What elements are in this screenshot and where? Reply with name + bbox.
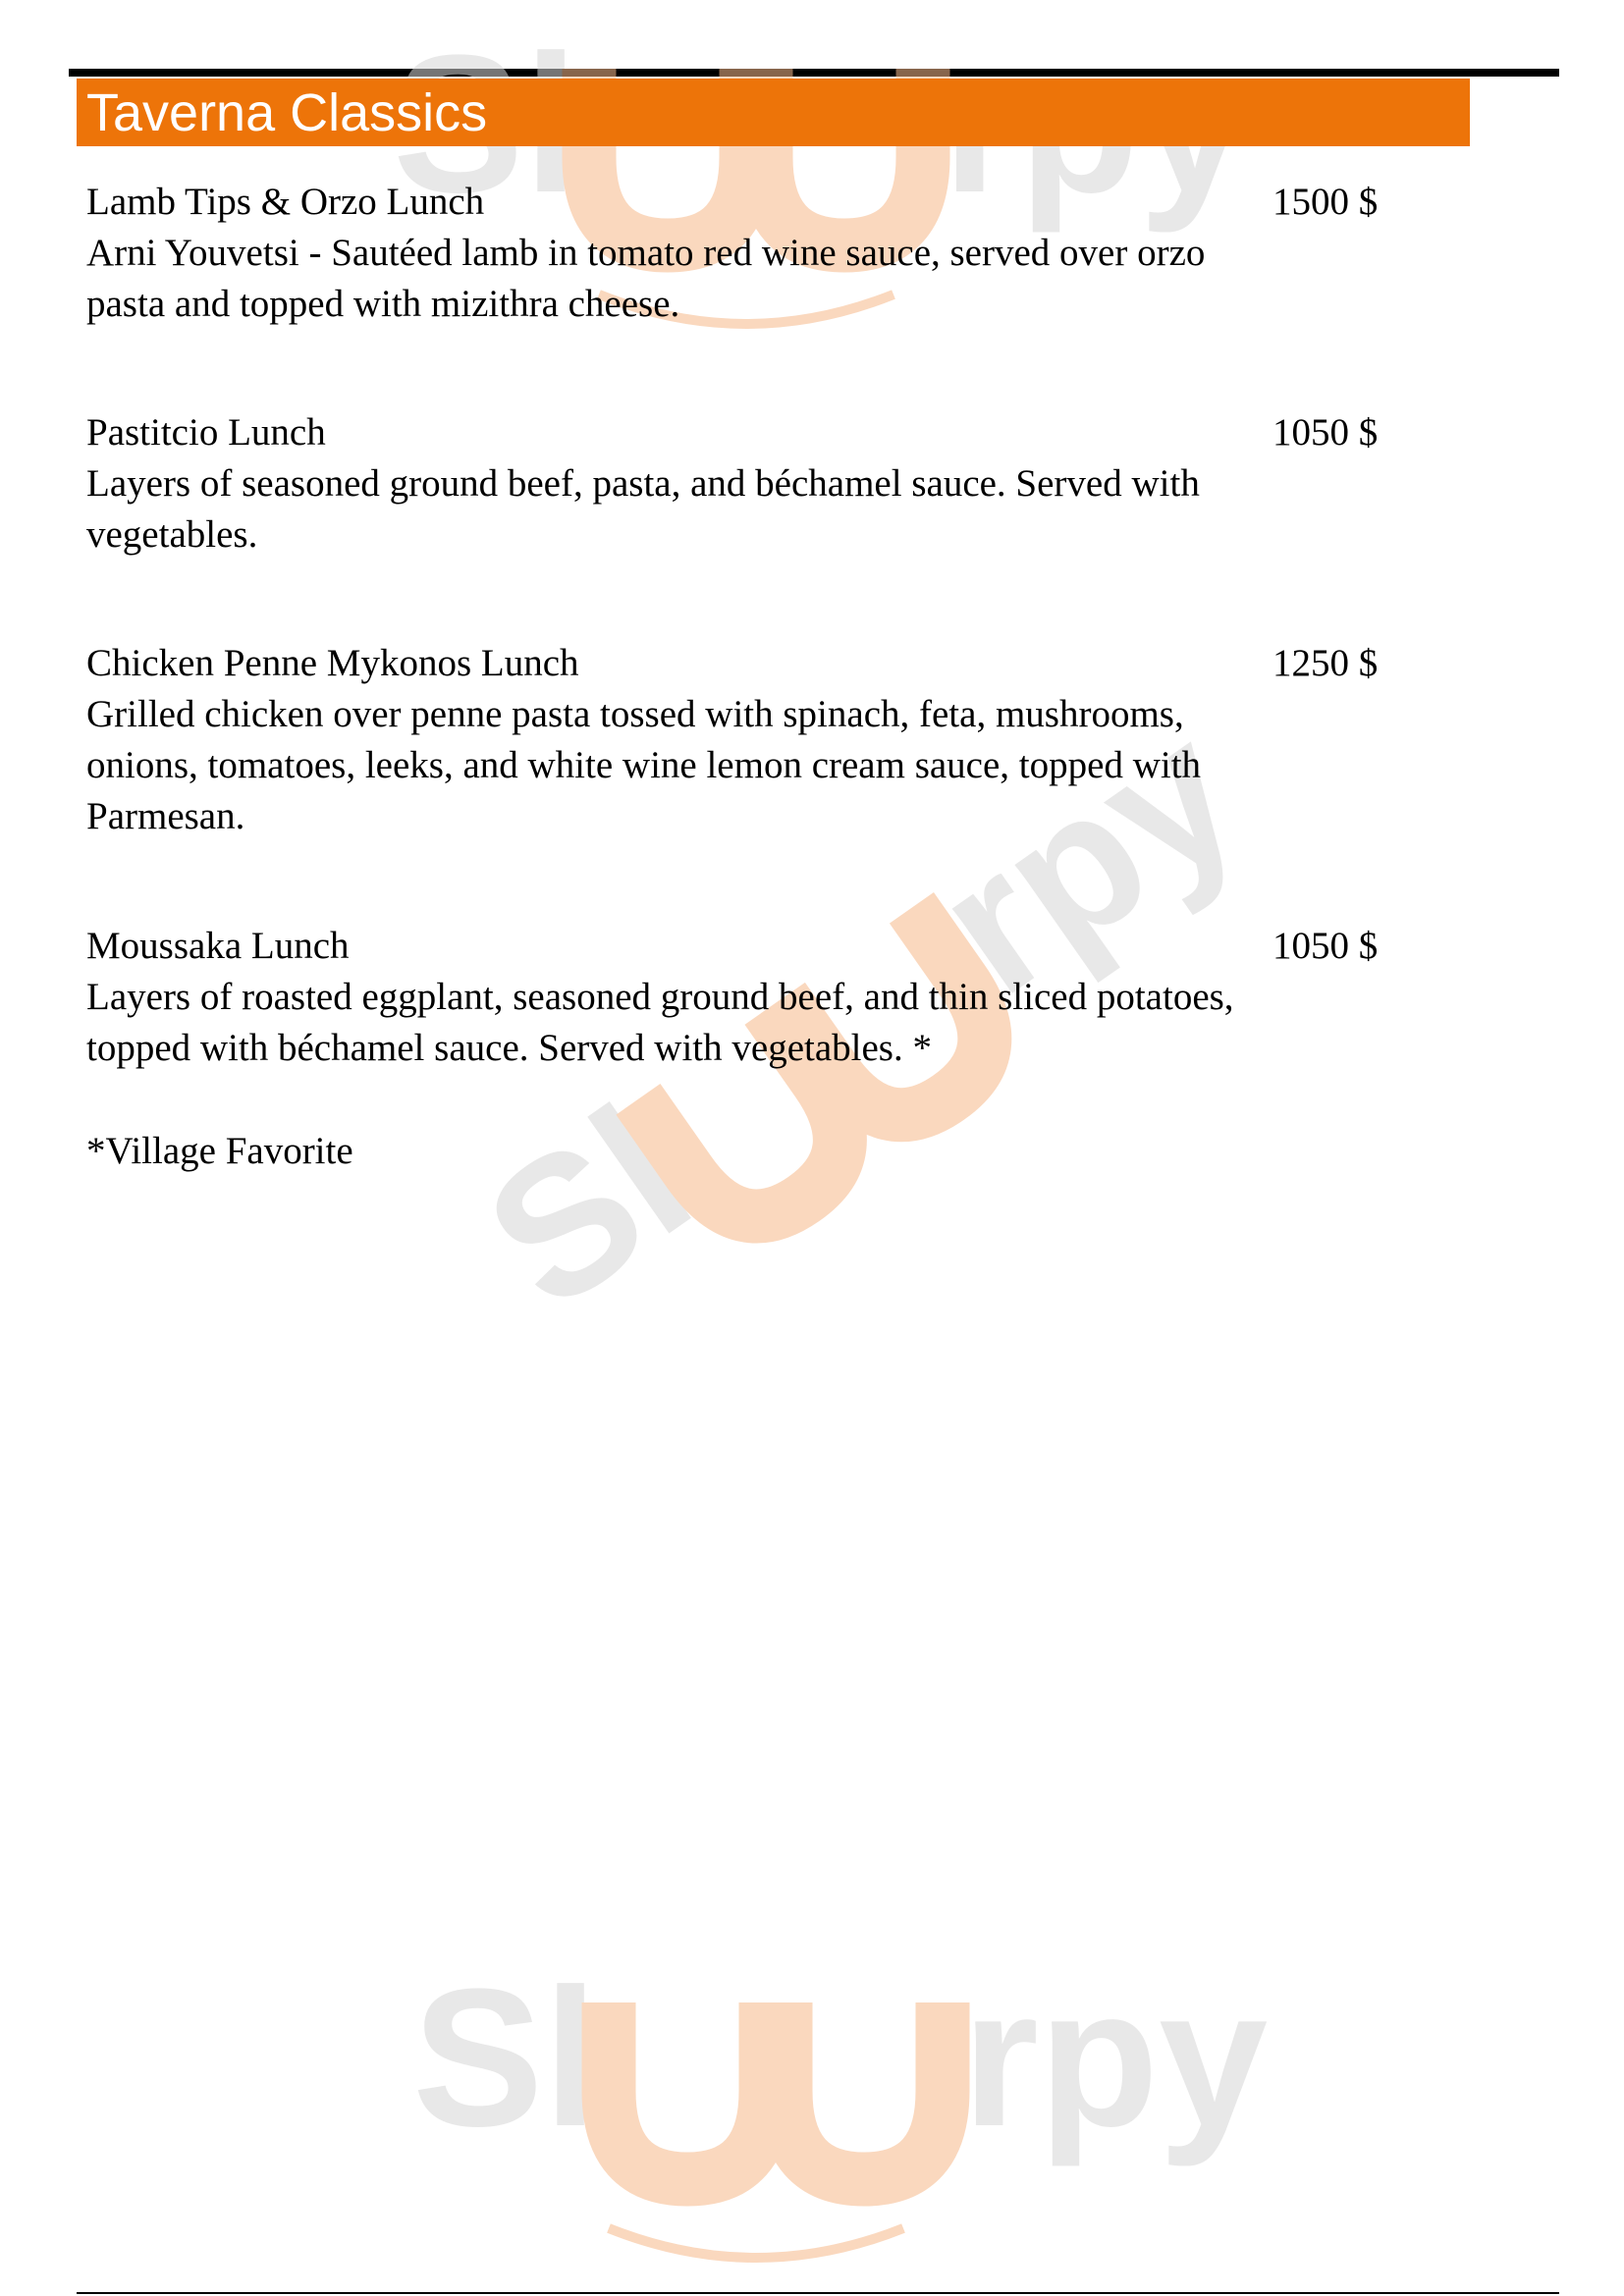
menu-item: [86, 638, 1402, 842]
item-name: Moussaka Lunch: [86, 925, 350, 967]
bottom-rule: [77, 2292, 1559, 2294]
watermark-bottom: [412, 1949, 1268, 2258]
item-description: Layers of seasoned ground beef, pasta, and béchamel sauce. Served with vegetables.: [86, 462, 1200, 556]
item-name: Pastitcio Lunch: [86, 411, 326, 454]
menu-item: [86, 921, 1402, 1074]
footnote: *Village Favorite: [86, 1130, 353, 1172]
item-name: Lamb Tips & Orzo Lunch: [86, 181, 485, 223]
svg-text:rpy: rpy: [962, 1949, 1269, 2167]
item-price: 1500 $: [1272, 181, 1379, 223]
item-price: 1050 $: [1272, 925, 1379, 967]
svg-text:Sl: Sl: [412, 1949, 598, 2167]
svg-text:rpy: rpy: [899, 680, 1276, 1037]
item-name: Chicken Penne Mykonos Lunch: [86, 642, 579, 684]
top-rule: [69, 69, 1559, 77]
menu-item: [86, 177, 1402, 330]
item-description: Arni Youvetsi - Sautéed lamb in tomato red wine sauce, served over orzo pasta and topped with mizithra cheese.: [86, 232, 1206, 325]
item-price: 1050 $: [1272, 411, 1379, 454]
svg-text:Sl: Sl: [449, 1065, 728, 1352]
menu-item: [86, 407, 1402, 561]
item-description: Layers of roasted eggplant, seasoned ground beef, and thin sliced potatoes, topped with béchamel sauce. Served with vegetables. *: [86, 976, 1234, 1069]
item-description: Grilled chicken over penne pasta tossed with spinach, feta, mushrooms, onions, tomatoes, leeks, and white wine lemon cream sauce, topped with Parmesan.: [86, 693, 1202, 837]
section-title: Taverna Classics: [86, 83, 488, 142]
section-header: [77, 79, 1470, 146]
item-price: 1250 $: [1272, 642, 1379, 684]
